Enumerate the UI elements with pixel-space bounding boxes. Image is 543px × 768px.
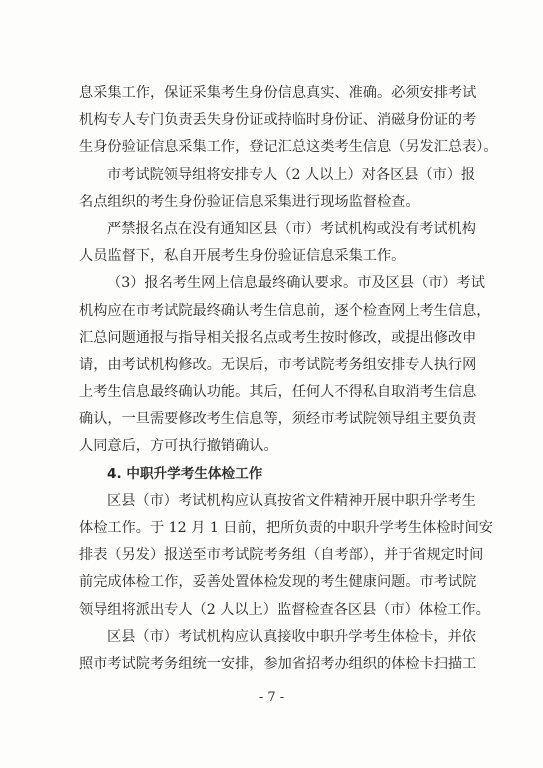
paragraph-line: 机构应在市考试院最终确认考生信息前，逐个检查网上考生信息， (79, 302, 491, 319)
paragraph-line: 领导组将派出专人（2 人以上）监督检查各区县（市）体检工作。 (79, 601, 490, 618)
paragraph-line: 体检工作。于 12 月 1 日前，把所负责的中职升学考生体检时间安 (79, 520, 493, 536)
paragraph-line: 息采集工作，保证采集考生身份信息真实、准确。必须安排考试 (79, 85, 477, 101)
document-body (79, 80, 498, 678)
paragraph-line: 名点组织的考生身份验证信息采集进行现场监督检查。 (79, 193, 420, 210)
paragraph-line: （3）报名考生网上信息最终确认要求。市及区县（市）考试 (107, 275, 485, 292)
paragraph-line: 汇总问题通报与指导相关报名点或考生按时修改，或提出修改申 (79, 329, 477, 346)
paragraph-line: 生身份验证信息采集工作，登记汇总这类考生信息（另发汇总表）。 (79, 139, 498, 156)
paragraph-line: 严禁报名点在没有通知区县（市）考试机构或没有考试机构 (107, 220, 476, 237)
paragraph-line: 上考生信息最终确认功能。其后，任何人不得私自取消考生信息 (79, 384, 477, 401)
paragraph-line: 人员监督下，私自开展考生身份验证信息采集工作。 (79, 248, 406, 265)
paragraph-line: 区县（市）考试机构应认真接收中职升学考生体检卡，并依 (107, 628, 476, 645)
paragraph-line: 机构专人专门负责丢失身份证或持临时身份证、消磁身份证的考 (79, 112, 477, 129)
paragraph-line: 人同意后，方可执行撤销确认。 (79, 438, 278, 455)
paragraph-line: 市考试院领导组将安排专人（2 人以上）对各区县（市）报 (107, 166, 476, 183)
paragraph-line: 照市考试院考务组统一安排，参加省招考办组织的体检卡扫描工 (79, 655, 477, 672)
section-heading: 4. 中职升学考生体检工作 (107, 465, 263, 482)
paragraph-line: 确认，一旦需要修改考生信息等，须经市考试院领导组主要负责 (79, 411, 477, 428)
paragraph-line: 区县（市）考试机构应认真按省文件精神开展中职升学考生 (107, 492, 476, 509)
paragraph-line: 请，由考试机构修改。无误后，市考试院考务组安排专人执行网 (79, 356, 477, 373)
paragraph-line: 排表（另发）报送至市考试院考务组（自考部），并于省规定时间 (79, 547, 484, 564)
paragraph-line: 前完成体检工作，妥善处置体检发现的考生健康问题。市考试院 (79, 574, 477, 591)
page-number: - 7 - (258, 690, 285, 705)
